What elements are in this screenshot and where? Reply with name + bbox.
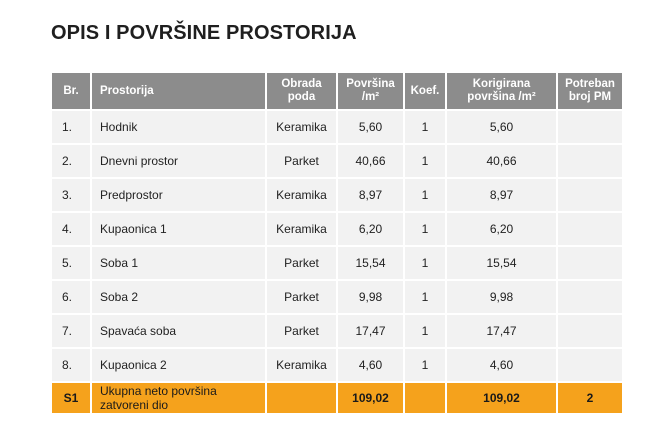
header-korigirana-povrsina: Korigirana površina /m² [447,73,556,109]
cell-koef: 1 [405,179,445,211]
cell-obrada-poda: Parket [267,247,336,279]
total-koef [405,383,445,413]
cell-br: 3. [52,179,90,211]
cell-prostorija: Kupaonica 1 [92,213,265,245]
cell-potreban-broj-pm [558,179,622,211]
cell-povrsina: 15,54 [338,247,403,279]
cell-koef: 1 [405,145,445,177]
table-row [52,247,622,279]
cell-povrsina: 6,20 [338,213,403,245]
cell-br: 5. [52,247,90,279]
cell-potreban-broj-pm [558,111,622,143]
table-row [52,349,622,381]
cell-povrsina: 8,97 [338,179,403,211]
cell-potreban-broj-pm [558,213,622,245]
cell-obrada-poda: Parket [267,281,336,313]
total-label: Ukupna neto površina zatvoreni dio [92,383,265,413]
cell-prostorija: Spavaća soba [92,315,265,347]
cell-br: 4. [52,213,90,245]
cell-koef: 1 [405,349,445,381]
cell-korigirana-povrsina: 4,60 [447,349,556,381]
table-row [52,179,622,211]
cell-korigirana-povrsina: 17,47 [447,315,556,347]
cell-potreban-broj-pm [558,145,622,177]
table-header-row [52,73,622,109]
cell-povrsina: 9,98 [338,281,403,313]
cell-obrada-poda: Keramika [267,111,336,143]
total-br: S1 [52,383,90,413]
cell-obrada-poda: Parket [267,315,336,347]
cell-potreban-broj-pm [558,315,622,347]
total-obrada [267,383,336,413]
header-prostorija: Prostorija [92,73,265,109]
header-br: Br. [52,73,90,109]
cell-br: 8. [52,349,90,381]
total-row [52,383,622,413]
cell-prostorija: Dnevni prostor [92,145,265,177]
table-row [52,111,622,143]
cell-koef: 1 [405,247,445,279]
cell-korigirana-povrsina: 6,20 [447,213,556,245]
cell-povrsina: 5,60 [338,111,403,143]
cell-prostorija: Predprostor [92,179,265,211]
header-potreban-broj-pm: Potreban broj PM [558,73,622,109]
cell-obrada-poda: Keramika [267,213,336,245]
header-povrsina: Površina /m² [338,73,403,109]
cell-koef: 1 [405,111,445,143]
rooms-table [50,71,624,415]
cell-obrada-poda: Parket [267,145,336,177]
header-koef: Koef. [405,73,445,109]
cell-obrada-poda: Keramika [267,179,336,211]
total-pm: 2 [558,383,622,413]
cell-povrsina: 40,66 [338,145,403,177]
total-povrsina: 109,02 [338,383,403,413]
total-korigirana: 109,02 [447,383,556,413]
cell-prostorija: Soba 2 [92,281,265,313]
cell-korigirana-povrsina: 15,54 [447,247,556,279]
cell-br: 2. [52,145,90,177]
cell-korigirana-povrsina: 40,66 [447,145,556,177]
cell-prostorija: Hodnik [92,111,265,143]
cell-korigirana-povrsina: 9,98 [447,281,556,313]
cell-koef: 1 [405,213,445,245]
cell-korigirana-povrsina: 8,97 [447,179,556,211]
table-row [52,145,622,177]
cell-potreban-broj-pm [558,281,622,313]
table-row [52,213,622,245]
cell-br: 7. [52,315,90,347]
cell-povrsina: 4,60 [338,349,403,381]
cell-koef: 1 [405,315,445,347]
cell-prostorija: Soba 1 [92,247,265,279]
cell-br: 1. [52,111,90,143]
page-title: OPIS I POVRŠINE PROSTORIJA [51,22,357,44]
cell-potreban-broj-pm [558,349,622,381]
table-row [52,281,622,313]
cell-obrada-poda: Keramika [267,349,336,381]
cell-br: 6. [52,281,90,313]
cell-prostorija: Kupaonica 2 [92,349,265,381]
table-body [52,111,622,381]
table-row [52,315,622,347]
cell-povrsina: 17,47 [338,315,403,347]
header-obrada-poda: Obrada poda [267,73,336,109]
cell-korigirana-povrsina: 5,60 [447,111,556,143]
cell-potreban-broj-pm [558,247,622,279]
cell-koef: 1 [405,281,445,313]
